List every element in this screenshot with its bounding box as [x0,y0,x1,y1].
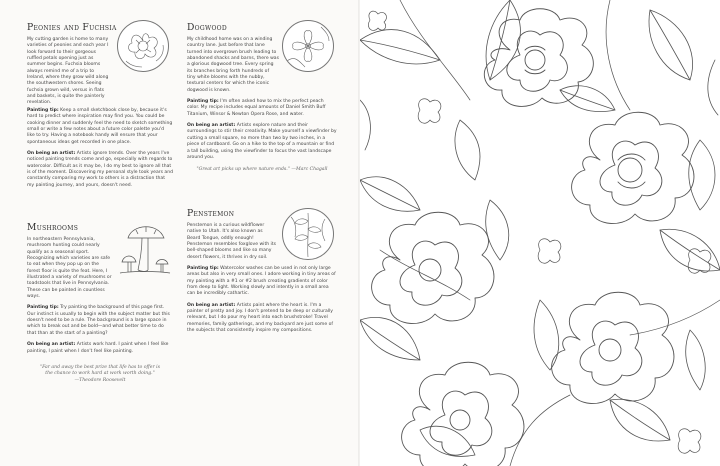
peonies-title: Peonies and Fuchsia [27,22,117,33]
peonies-text-lower [27,108,173,194]
peony-sketch-icon [117,20,169,72]
dogwood-body: My childhood home was on a winding country lane. Just before that lane turned into overgrown brush leading to abandoned shacks and barns, there was a glorious dogwood tree. Every spring its branches bring forth hundreds of tiny white blooms with the nubby, textural centers for which the iconic dogwood is known. [187,37,279,93]
peonies-artist: On being an artist: Artists ignore trends. Over the years I've noticed painting trends come and go, especially with regards to watercolor. Difficult as it may be, I do my best to ignore all that is of the moment. Discovering my personal style took years and constantly comparing my work to others is a distraction that my painting journey, and yours, doesn't need. [27,151,173,188]
peonies-tip: Painting tip: Keep a small sketchbook close by, because it's hard to predict where inspiration may find you. You could be cooking dinner and suddenly feel the need to sketch something small or write a few notes about a future color palette you'd like to try. Having a notebook handy will ensure that your spontaneous ideas get recorded in one place. [27,108,173,145]
penstemon-body: Penstemon is a curious wildflower native to Utah. It's also known as Beard Tongue, oddly enough! Penstemon resembles foxglove with its bell-shaped blooms and like so many desert flowers, it thrives in dry soil. [187,223,276,260]
dogwood-artist: On being an artist: Artists explore nature and their surroundings to stir their creativity. Make yourself a viewfinder by cutting a small square, no more than two by two inches, in a piece of cardboard. Go on a hike to the top of a mountain or find a tall building, using the viewfinder to focus the vast landscape around you. [187,123,337,160]
mushrooms-title: Mushrooms [27,222,79,233]
mushrooms-artist: On being an artist: Artists work hard. I paint when I feel like painting, I paint when I don't feel like painting. [27,342,169,354]
penstemon-tip: Painting tip: Watercolor washes can be used in not only large areas but also in very small ones. I adore working in tiny areas of my painting with a #1 or #2 brush creating gradients of color from deep to light. Working slowly and intently in a small area can be incredibly cathartic. [187,266,336,297]
penstemon-sketch-icon [282,208,334,260]
dogwood-quote: "Great art picks up where nature ends." —Marc Chagall [196,167,328,173]
penstemon-title: Penstemon [187,208,235,219]
penstemon-artist: On being an artist: Artists paint where the heart is. I'm a painter of pretty and joy. I don't pretend to be deep or culturally relevant, but I do pour my heart into each brushstroke! Travel memories, family gatherings, and my backyard are just some of the subjects that consistently inspire my compositions. [187,302,333,334]
mushroom-sketch-icon [118,218,172,276]
mushrooms-tip: Painting tip: Try painting the background of this page first. Our instinct is usually to begin with the subject matter but this doesn't need to be a rule. The background is a large space in which to break out and be bold—and what better time to do that than at the start of a painting? [27,305,170,336]
dogwood-sketch-icon [282,20,334,72]
dogwood-title: Dogwood [187,22,227,33]
mushrooms-quote: "Far and away the best prize that life has to offer is the chance to work hard at work worth doing." —Theodore Roosevelt [40,364,160,383]
peony-line-art-coloring-page [360,0,720,466]
peonies-body: My cutting garden is home to many varieties of peonies and each year I look forward to their gorgeous ruffled petals opening just as summer begins. Fuchsia blooms always remind me of a trip to Ireland, where they grow wild along the southwestern shores. Seeing fuchsia grown wild, versus in flats and baskets, is quite the painterly revelation. [27,37,109,106]
dogwood-tip: Painting tip: I'm often asked how to mix the perfect peach color. My recipe includes equal amounts of Daniel Smith Buff Titanium, Winsor & Newton Opera Rose, and water. [187,99,326,117]
mushrooms-body: In northeastern Pennsylvania, mushroom hunting could nearly qualify as a seasonal sport. Recognizing which varieties are safe to eat when they pop up on the forest floor is quite the feat. Here, I illustrated a variety of mushrooms or toadstools that live in Pennsylvania. These can be painted in countless ways. [27,237,112,300]
